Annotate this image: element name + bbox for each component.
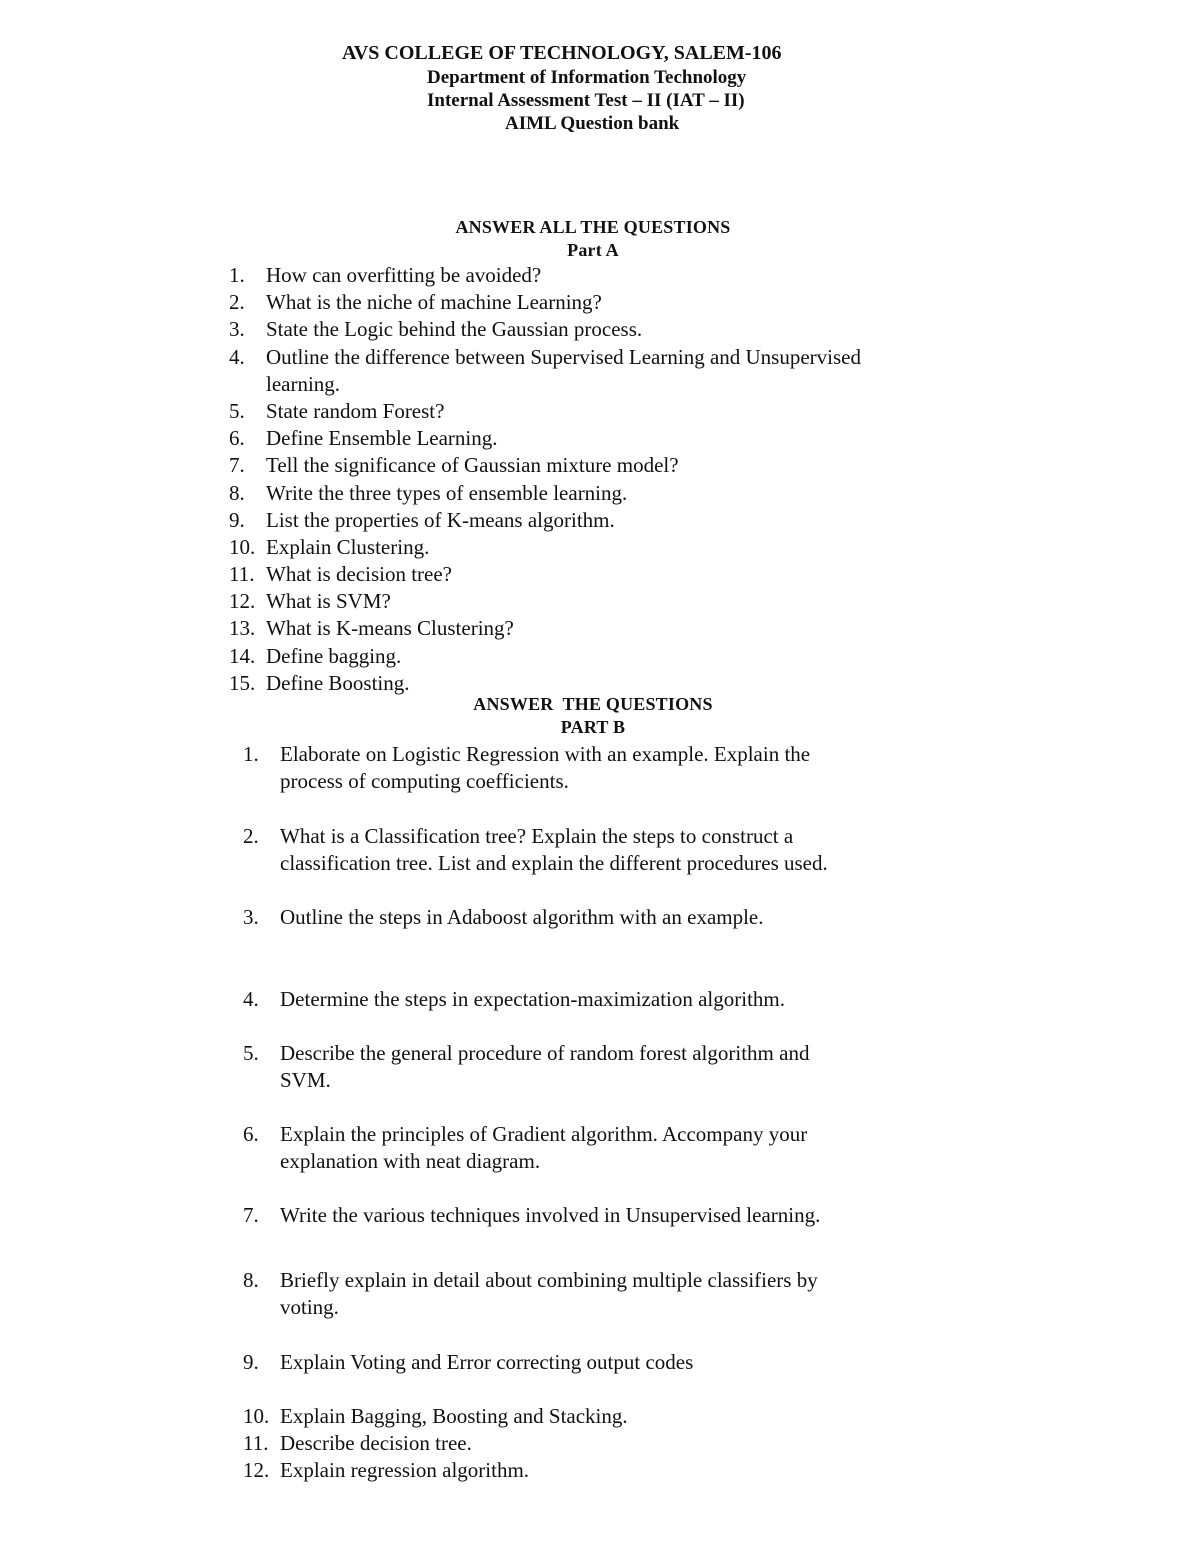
question-number: 10. [229,535,256,559]
question-number: 4. [229,345,245,369]
question-number: 9. [243,1350,259,1374]
question-number: 8. [243,1268,259,1292]
question-number: 5. [243,1041,259,1065]
question-text-continued: process of computing coefficients. [280,769,569,794]
question-text: Explain Voting and Error correcting output codes [280,1350,694,1374]
question-text: Define Boosting. [266,671,410,695]
question-number: 4. [243,987,259,1011]
question-number: 11. [229,562,255,586]
question-number: 8. [229,481,245,505]
question-number: 1. [229,263,245,287]
question-text: Write the various techniques involved in Unsupervised learning. [280,1203,821,1227]
question-number: 13. [229,616,256,640]
question-number: 15. [229,671,256,695]
question-text: Briefly explain in detail about combining multiple classifiers by [280,1268,818,1292]
question-number: 7. [243,1203,259,1227]
part-b-instruction: ANSWER THE QUESTIONS [473,694,713,714]
part-a-instruction: ANSWER ALL THE QUESTIONS [455,217,731,237]
question-number: 9. [229,508,245,532]
question-number: 6. [243,1122,259,1146]
question-number: 6. [229,426,245,450]
question-number: 5. [229,399,245,423]
part-a-title: Part A [567,240,619,260]
subject-title: AIML Question bank [505,113,680,134]
question-text: What is SVM? [266,589,391,613]
question-text: What is decision tree? [266,562,453,586]
college-name: AVS COLLEGE OF TECHNOLOGY, SALEM-106 [342,42,782,64]
question-text: Define Ensemble Learning. [266,426,498,450]
question-text: Explain the principles of Gradient algorithm. Accompany your [280,1122,808,1146]
question-text: Elaborate on Logistic Regression with an example. Explain the [280,742,811,766]
question-number: 2. [243,824,259,848]
question-text: Outline the steps in Adaboost algorithm with an example. [280,905,764,929]
question-text: State random Forest? [266,399,445,423]
question-text: Explain regression algorithm. [280,1458,530,1482]
department-name: Department of Information Technology [427,67,747,88]
question-text: Describe the general procedure of random forest algorithm and [280,1041,810,1065]
question-number: 14. [229,644,256,668]
question-text-continued: voting. [280,1295,339,1320]
question-text: State the Logic behind the Gaussian process. [266,317,643,341]
question-number: 1. [243,742,259,766]
question-text-continued: classification tree. List and explain the different procedures used. [280,851,828,876]
test-name: Internal Assessment Test – II (IAT – II) [427,90,745,111]
question-number: 3. [229,317,245,341]
question-text-continued: SVM. [280,1068,331,1093]
question-text: How can overfitting be avoided? [266,263,542,287]
question-number: 12. [243,1458,270,1482]
question-number: 3. [243,905,259,929]
question-text: What is the niche of machine Learning? [266,290,602,314]
question-text: Explain Clustering. [266,535,430,559]
question-text: Define bagging. [266,644,402,668]
question-text-continued: explanation with neat diagram. [280,1149,541,1174]
question-text: Determine the steps in expectation-maximization algorithm. [280,987,786,1011]
question-number: 10. [243,1404,270,1428]
question-text-continued: learning. [266,372,341,397]
part-b-title: PART B [560,717,626,737]
question-text: Explain Bagging, Boosting and Stacking. [280,1404,628,1428]
question-text: What is K-means Clustering? [266,616,514,640]
question-number: 7. [229,453,245,477]
question-number: 12. [229,589,256,613]
question-number: 11. [243,1431,269,1455]
question-text: Outline the difference between Supervised Learning and Unsupervised [266,345,861,369]
question-number: 2. [229,290,245,314]
question-text: Describe decision tree. [280,1431,472,1455]
question-text: Write the three types of ensemble learning. [266,481,628,505]
question-text: List the properties of K-means algorithm. [266,508,615,532]
question-text: Tell the significance of Gaussian mixture model? [266,453,679,477]
question-text: What is a Classification tree? Explain the steps to construct a [280,824,794,848]
